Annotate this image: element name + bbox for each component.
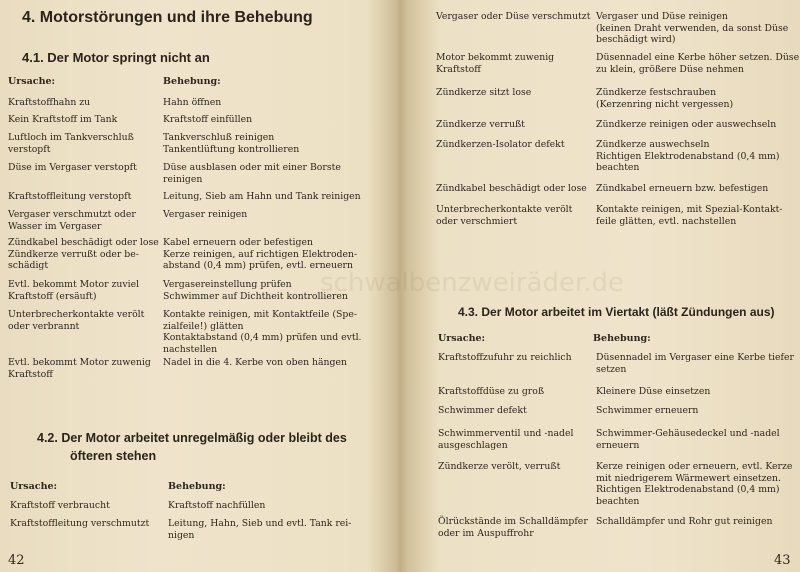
top-fix-2: Zündkerze festschrauben (Kerzenring nicht vergessen) xyxy=(596,87,734,110)
s42-cause-0: Kraftstoff verbraucht xyxy=(10,500,110,511)
s41-cause-6: Zündkabel beschädigt oder lose Zündkerze verrußt oder be- schädigt xyxy=(8,237,159,271)
s41-fix-0: Hahn öffnen xyxy=(163,97,222,108)
s41-cause-7: Evtl. bekommt Motor zuviel Kraftstoff (ersäuft) xyxy=(8,279,140,302)
right-page xyxy=(400,0,800,572)
page-number-left: 42 xyxy=(8,553,25,568)
top-cause-6: Unterbrecherkontakte verölt oder verschmiert xyxy=(436,204,573,227)
s41-fix-6: Kabel erneuern oder befestigen Kerze reinigen, auf richtigen Elektroden- abstand (0,4 mm) prüfen, evtl. erneuern xyxy=(163,237,358,271)
s41-cause-0: Kraftstoffhahn zu xyxy=(8,97,91,108)
section-41-title: 4.1. Der Motor springt nicht an xyxy=(22,50,210,65)
top-fix-4: Zündkerze auswechseln Richtigen Elektrodenabstand (0,4 mm) beachten xyxy=(596,139,780,173)
top-fix-1: Düsennadel eine Kerbe höher setzen. Düse zu klein, größere Düse nehmen xyxy=(596,52,800,75)
section-42-fix-header: Behebung: xyxy=(168,481,226,492)
s43-fix-0: Düsennadel im Vergaser eine Kerbe tiefer setzen xyxy=(596,352,794,375)
s42-fix-0: Kraftstoff nachfüllen xyxy=(168,500,266,511)
s41-fix-4: Leitung, Sieb am Hahn und Tank reinigen xyxy=(163,191,361,202)
top-cause-5: Zündkabel beschädigt oder lose xyxy=(436,183,587,194)
s43-cause-1: Kraftstoffdüse zu groß xyxy=(438,386,545,397)
s43-fix-5: Schalldämpfer und Rohr gut reinigen xyxy=(596,516,773,527)
s41-cause-3: Düse im Vergaser verstopft xyxy=(8,162,137,173)
section-42-title-line2: öfteren stehen xyxy=(70,449,157,463)
top-fix-6: Kontakte reinigen, mit Spezial-Kontakt- feile glätten, evtl. nachstellen xyxy=(596,204,783,227)
top-cause-1: Motor bekommt zuwenig Kraftstoff xyxy=(436,52,555,75)
s43-cause-3: Schwimmerventil und -nadel ausgeschlagen xyxy=(438,428,574,451)
s43-fix-4: Kerze reinigen oder erneuern, evtl. Kerze mit niedrigerem Wärmewert einsetzen. Richtigen Elektrodenabstand (0,4 mm) beachten xyxy=(596,461,793,507)
section-43-fix-header: Behebung: xyxy=(593,333,651,344)
s43-cause-5: Ölrückstände im Schalldämpfer oder im Auspuffrohr xyxy=(438,516,588,539)
s42-fix-1: Leitung, Hahn, Sieb und evtl. Tank rei- nigen xyxy=(168,518,352,541)
section-41-fix-header: Behebung: xyxy=(163,76,221,87)
top-cause-0: Vergaser oder Düse verschmutzt xyxy=(436,11,591,22)
section-42-title-line1: 4.2. Der Motor arbeitet unregelmäßig oder bleibt des xyxy=(37,431,347,445)
s43-cause-0: Kraftstoffzufuhr zu reichlich xyxy=(438,352,572,363)
s41-cause-4: Kraftstoffleitung verstopft xyxy=(8,191,132,202)
s41-cause-9: Evtl. bekommt Motor zuwenig Kraftstoff xyxy=(8,357,151,380)
section-41-cause-header: Ursache: xyxy=(8,76,56,87)
s41-fix-9: Nadel in die 4. Kerbe von oben hängen xyxy=(163,357,347,368)
s41-fix-7: Vergasereinstellung prüfen Schwimmer auf Dichtheit kontrollieren xyxy=(163,279,348,302)
top-fix-0: Vergaser und Düse reinigen (keinen Draht verwenden, da sonst Düse beschädigt wird) xyxy=(596,11,789,45)
top-cause-4: Zündkerzen-Isolator defekt xyxy=(436,139,565,150)
section-42-cause-header: Ursache: xyxy=(10,481,58,492)
s41-cause-5: Vergaser verschmutzt oder Wasser im Vergaser xyxy=(8,209,136,232)
top-fix-3: Zündkerze reinigen oder auswechseln xyxy=(596,119,777,130)
watermark: schwalbenzweiräder.de xyxy=(320,268,625,298)
chapter-title: 4. Motorstörungen und ihre Behebung xyxy=(22,9,313,26)
s41-cause-1: Kein Kraftstoff im Tank xyxy=(8,114,118,125)
s43-cause-4: Zündkerze verölt, verrußt xyxy=(438,461,561,472)
s41-fix-8: Kontakte reinigen, mit Kontaktfeile (Spe- zialfeile!) glätten Kontaktabstand (0,4 mm) prüfen und evtl. nachstellen xyxy=(163,309,362,355)
section-43-title: 4.3. Der Motor arbeitet im Viertakt (läßt Zündungen aus) xyxy=(458,305,775,319)
s41-fix-2: Tankverschluß reinigen Tankentlüftung kontrollieren xyxy=(163,132,300,155)
s41-fix-3: Düse ausblasen oder mit einer Borste reinigen xyxy=(163,162,341,185)
s42-cause-1: Kraftstoffleitung verschmutzt xyxy=(10,518,150,529)
page-number-right: 43 xyxy=(774,553,791,568)
s41-fix-5: Vergaser reinigen xyxy=(163,209,248,220)
s41-cause-2: Luftloch im Tankverschluß verstopft xyxy=(8,132,134,155)
s43-fix-2: Schwimmer erneuern xyxy=(596,405,699,416)
section-43-cause-header: Ursache: xyxy=(438,333,486,344)
s43-fix-1: Kleinere Düse einsetzen xyxy=(596,386,711,397)
s41-cause-8: Unterbrecherkontakte verölt oder verbrannt xyxy=(8,309,145,332)
top-fix-5: Zündkabel erneuern bzw. befestigen xyxy=(596,183,769,194)
s43-fix-3: Schwimmer-Gehäusedeckel und -nadel erneuern xyxy=(596,428,780,451)
top-cause-3: Zündkerze verrußt xyxy=(436,119,525,130)
s41-fix-1: Kraftstoff einfüllen xyxy=(163,114,253,125)
s43-cause-2: Schwimmer defekt xyxy=(438,405,527,416)
top-cause-2: Zündkerze sitzt lose xyxy=(436,87,532,98)
